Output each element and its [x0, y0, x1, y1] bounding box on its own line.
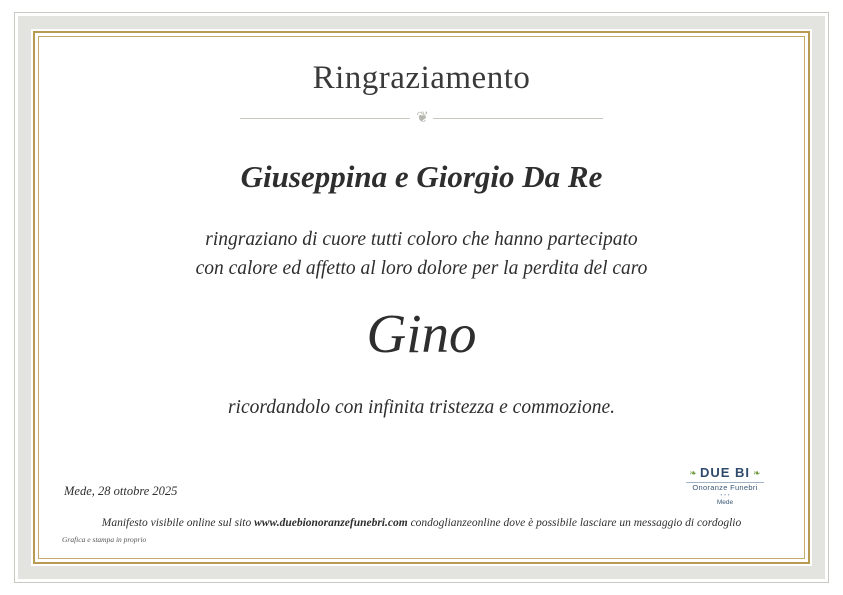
funeral-home-logo: [673, 466, 777, 507]
thank-you-line-1: ringraziano di cuore tutti coloro che hanno partecipato: [205, 229, 638, 250]
family-names: Giuseppina e Giorgio Da Re: [240, 159, 603, 194]
closing-text: ricordandolo con infinita tristezza e commozione.: [227, 396, 616, 418]
logo-company-name: DUE BI: [699, 465, 751, 481]
logo-top-row: [673, 466, 777, 480]
divider-line-right: [433, 118, 603, 119]
logo-subtitle: Onoranze Funebri: [692, 483, 758, 493]
footer-note: [52, 517, 791, 529]
decorative-divider: [44, 111, 799, 125]
footer-prefix: Manifesto visibile online sul sito: [101, 517, 255, 529]
website-link[interactable]: www.duebionoranzefunebri.com: [254, 517, 408, 529]
logo-dots-ornament: • • •: [720, 492, 730, 499]
divider-line-left: [240, 118, 410, 119]
place-and-date: Mede, 28 ottobre 2025: [64, 484, 178, 498]
thank-you-line-2: con calore ed affetto al loro dolore per la perdita del caro: [195, 258, 648, 280]
poster-content: [44, 42, 799, 553]
print-credit: Grafica e stampa in proprio: [62, 535, 147, 544]
logo-city: Mede: [716, 499, 734, 507]
leaf-right-icon: ❧: [753, 467, 761, 478]
deceased-name: Gino: [366, 302, 477, 364]
thank-you-text: [44, 225, 799, 284]
page-title: Ringraziamento: [312, 60, 531, 96]
footer-suffix: condoglianzeonline dove è possibile lasciare un messaggio di cordoglio: [407, 517, 742, 529]
leaf-left-icon: ❧: [689, 467, 697, 478]
ornament-icon: ❦: [416, 109, 427, 126]
